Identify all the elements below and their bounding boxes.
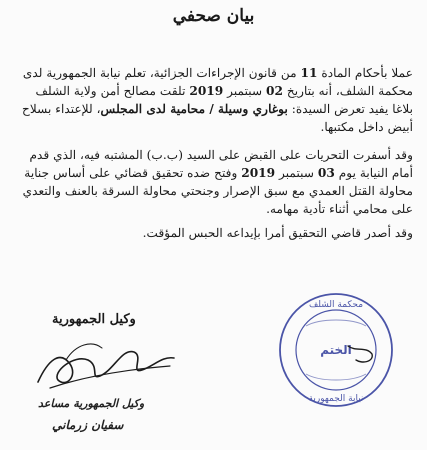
prosecutor-title: وكيل الجمهورية <box>52 312 136 327</box>
page-title: بيان صحفي <box>172 6 255 26</box>
paragraph-2-text-a: وقد أسفرت التحريات على القبض على السيد (ب.ب) المشتبه فيه، الذي قدم أمام النيابة يوم <box>29 148 413 180</box>
paragraph-1-text-a: عملا بأحكام المادة <box>317 66 413 80</box>
victim-name: بوغاري وسيلة / محامية لدى المجلس <box>100 102 288 116</box>
seal-top-text: محكمة الشلف <box>308 300 364 310</box>
paragraph-1-text-d: تلقت مصالح أمن ولاية الشلف بلاغا يفيد تعرض السيدة: <box>35 84 413 116</box>
incident-day: 02 <box>266 84 283 98</box>
paragraph-1-text-b: من قانون الإجراءات الجزائية، تعلم نيابة الجمهورية لدى محكمة الشلف، أنه بتاريخ <box>22 66 413 98</box>
paragraph-2 <box>13 146 413 218</box>
hearing-year: 2019 <box>241 166 276 180</box>
paragraph-2-text-b: سبتمبر <box>275 166 318 180</box>
handwritten-signature <box>30 330 180 400</box>
article-number: 11 <box>300 66 318 80</box>
paragraph-2-text-c: وفتح ضده تحقيق قضائي على أساس جناية محاولة القتل العمدي مع سبق الإصرار وجنحتي محاولة السرقة بالعنف والتعدي على محامي أثناء تأدية مهامه. <box>22 166 413 216</box>
hearing-day: 03 <box>317 166 335 180</box>
seal-center-text: الختم <box>320 343 352 357</box>
paragraph-1-text-e: ، للإعتداء بسلاح أبيض داخل مكتبها. <box>22 102 413 134</box>
paragraph-3: وقد أصدر قاضي التحقيق أمرا بإيداعه الحبس المؤقت. <box>142 226 413 240</box>
paragraph-1-text-c: سبتمبر <box>223 84 267 98</box>
incident-year: 2019 <box>189 84 224 98</box>
signatory-name: سفيان زرماني <box>52 418 124 432</box>
press-release-body <box>13 64 413 248</box>
seal-bottom-text: نيابة الجمهورية <box>308 394 364 404</box>
signature-caption: وكيل الجمهورية مساعد <box>38 397 145 410</box>
paragraph-1 <box>13 64 413 136</box>
official-seal <box>276 290 396 410</box>
